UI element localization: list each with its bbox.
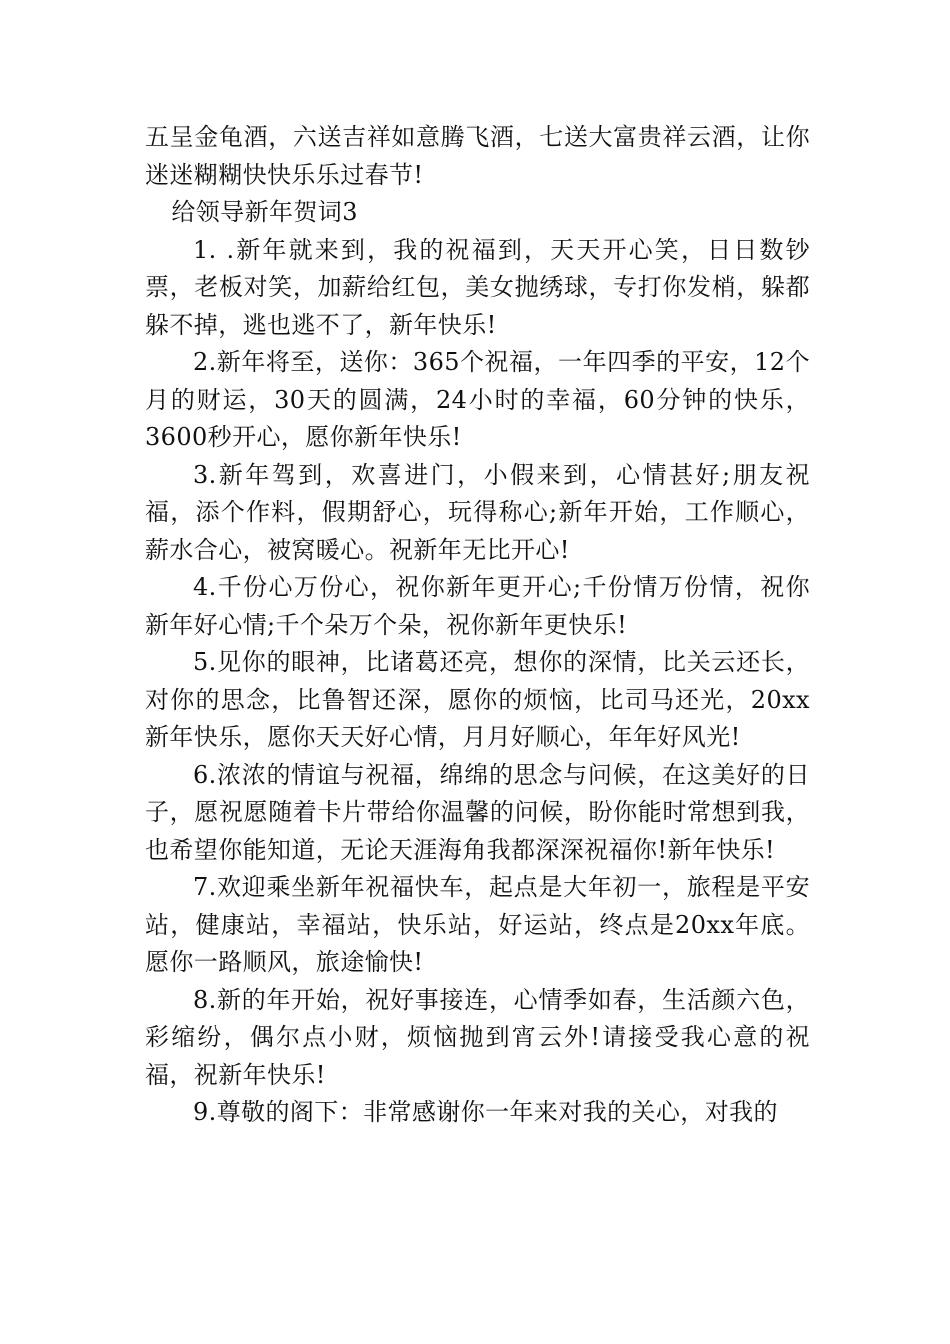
list-item: 9.尊敬的阁下：非常感谢你一年来对我的关心，对我的 [193, 1098, 778, 1126]
continuation-paragraph: 五呈金龟酒，六送吉祥如意腾飞酒，七送大富贵祥云酒，让你迷迷糊糊快快乐乐过春节! [145, 123, 810, 189]
list-item: 4.千份心万份心，祝你新年更开心;千份情万份情，祝你新年好心情;千个朵万个朵，祝你新年更快乐! [145, 573, 810, 639]
document-page [145, 119, 810, 1132]
list-item: 7.欢迎乘坐新年祝福快车，起点是大年初一，旅程是平安站，健康站，幸福站，快乐站，好运站，终点是20xx年底。愿你一路顺风，旅途愉快! [145, 873, 810, 976]
list-item: 5.见你的眼神，比诸葛还亮，想你的深情，比关云还长，对你的思念，比鲁智还深，愿你的烦恼，比司马还光，20xx新年快乐，愿你天天好心情，月月好顺心，年年好风光! [145, 648, 810, 751]
list-item: 1. .新年就来到，我的祝福到，天天开心笑，日日数钞票，老板对笑，加薪给红包，美女抛绣球，专打你发梢，躲都躲不掉，逃也逃不了，新年快乐! [145, 235, 810, 339]
section-title: 给领导新年贺词3 [171, 198, 358, 226]
list-item: 8.新的年开始，祝好事接连，心情季如春，生活颜六色，彩缩纷，偶尔点小财，烦恼抛到宵云外!请接受我心意的祝福，祝新年快乐! [145, 985, 810, 1089]
list-item: 2.新年将至，送你：365个祝福，一年四季的平安，12个月的财运，30天的圆满，24小时的幸福，60分钟的快乐，3600秒开心，愿你新年快乐! [145, 348, 810, 451]
list-item: 6.浓浓的情谊与祝福，绵绵的思念与问候，在这美好的日子，愿祝愿随着卡片带给你温馨的问候，盼你能时常想到我，也希望你能知道，无论天涯海角我都深深祝福你!新年快乐! [145, 760, 810, 864]
list-item: 3.新年驾到，欢喜进门，小假来到，心情甚好;朋友祝福，添个作料，假期舒心，玩得称心;新年开始，工作顺心，薪水合心，被窝暖心。祝新年无比开心! [145, 460, 810, 564]
